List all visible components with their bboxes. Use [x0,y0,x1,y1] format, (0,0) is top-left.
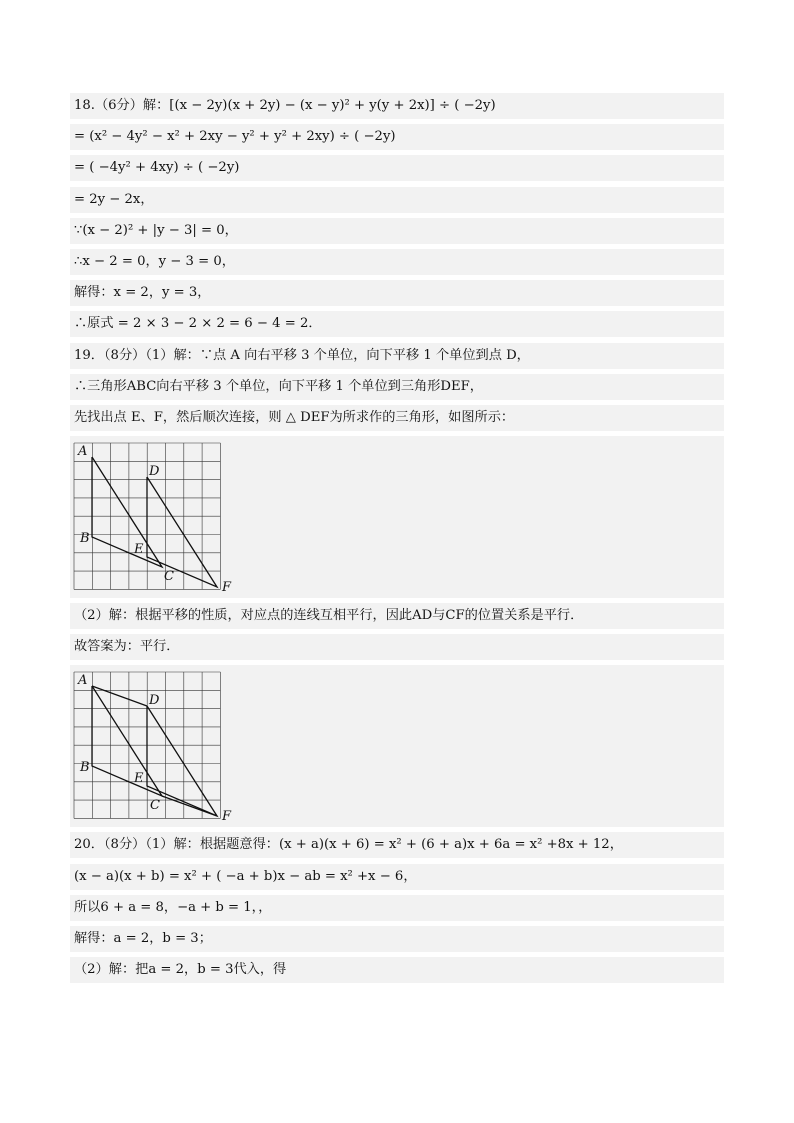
label-d: D [149,693,160,709]
solution-line: = 2y − 2x， [70,187,724,213]
solution-line: 解得：a = 2，b = 3； [70,926,724,952]
solution-line: ∴原式 = 2 × 3 − 2 × 2 = 6 − 4 = 2． [70,311,724,337]
solution-block-19-2 [70,603,724,660]
label-a: A [78,444,88,460]
label-e: E [134,542,144,558]
solution-line: ∵(x − 2)² + |y − 3| = 0， [70,218,724,244]
solution-line: 所以6 + a = 8，−a + b = 1，， [70,895,724,921]
figure-2 [70,665,724,827]
label-f: F [222,809,232,821]
solution-line: ∴x − 2 = 0，y − 3 = 0， [70,249,724,275]
solution-line: ∴三角形ABC向右平移 3 个单位，向下平移 1 个单位到三角形DEF， [70,374,724,400]
solution-line: （2）解：根据平移的性质，对应点的连线互相平行，因此AD与CF的位置关系是平行． [70,603,724,629]
label-f: F [222,580,232,592]
grid-figure-1 [70,439,240,591]
solution-page [70,93,724,988]
solution-line: 解得：x = 2，y = 3， [70,280,724,306]
solution-line: 先找出点 E、F，然后顺次连接，则 △ DEF为所求作的三角形，如图所示： [70,405,724,431]
solution-line: 故答案为：平行． [70,634,724,660]
solution-line: （2）解：把a = 2，b = 3代入，得 [70,957,724,983]
grid-figure-2 [70,668,240,820]
solution-block-18-19 [70,93,724,431]
label-b: B [80,531,90,547]
label-a: A [78,673,88,689]
solution-line: 19．（8分）（1）解：∵点 A 向右平移 3 个单位，向下平移 1 个单位到点 D， [70,343,724,369]
label-d: D [149,464,160,480]
segment-ad [92,686,147,706]
segment-cf [162,796,217,816]
triangle-def [147,477,217,587]
solution-line: 18.（6分）解：[(x − 2y)(x + 2y) − (x − y)² + y(y + 2x)] ÷ ( −2y) [70,93,724,119]
label-b: B [80,760,90,776]
label-e: E [134,771,144,787]
figure-1 [70,436,724,598]
solution-line: = (x² − 4y² − x² + 2xy − y² + y² + 2xy) ÷ ( −2y) [70,124,724,150]
solution-line: 20．（8分）（1）解：根据题意得：(x + a)(x + 6) = x² + (6 + a)x + 6a = x² +8x + 12， [70,832,724,858]
solution-line: = ( −4y² + 4xy) ÷ ( −2y) [70,155,724,181]
label-c: C [164,569,174,585]
label-c: C [150,798,160,814]
solution-line: (x − a)(x + b) = x² + ( −a + b)x − ab = x² +x − 6， [70,864,724,890]
solution-block-20 [70,832,724,983]
